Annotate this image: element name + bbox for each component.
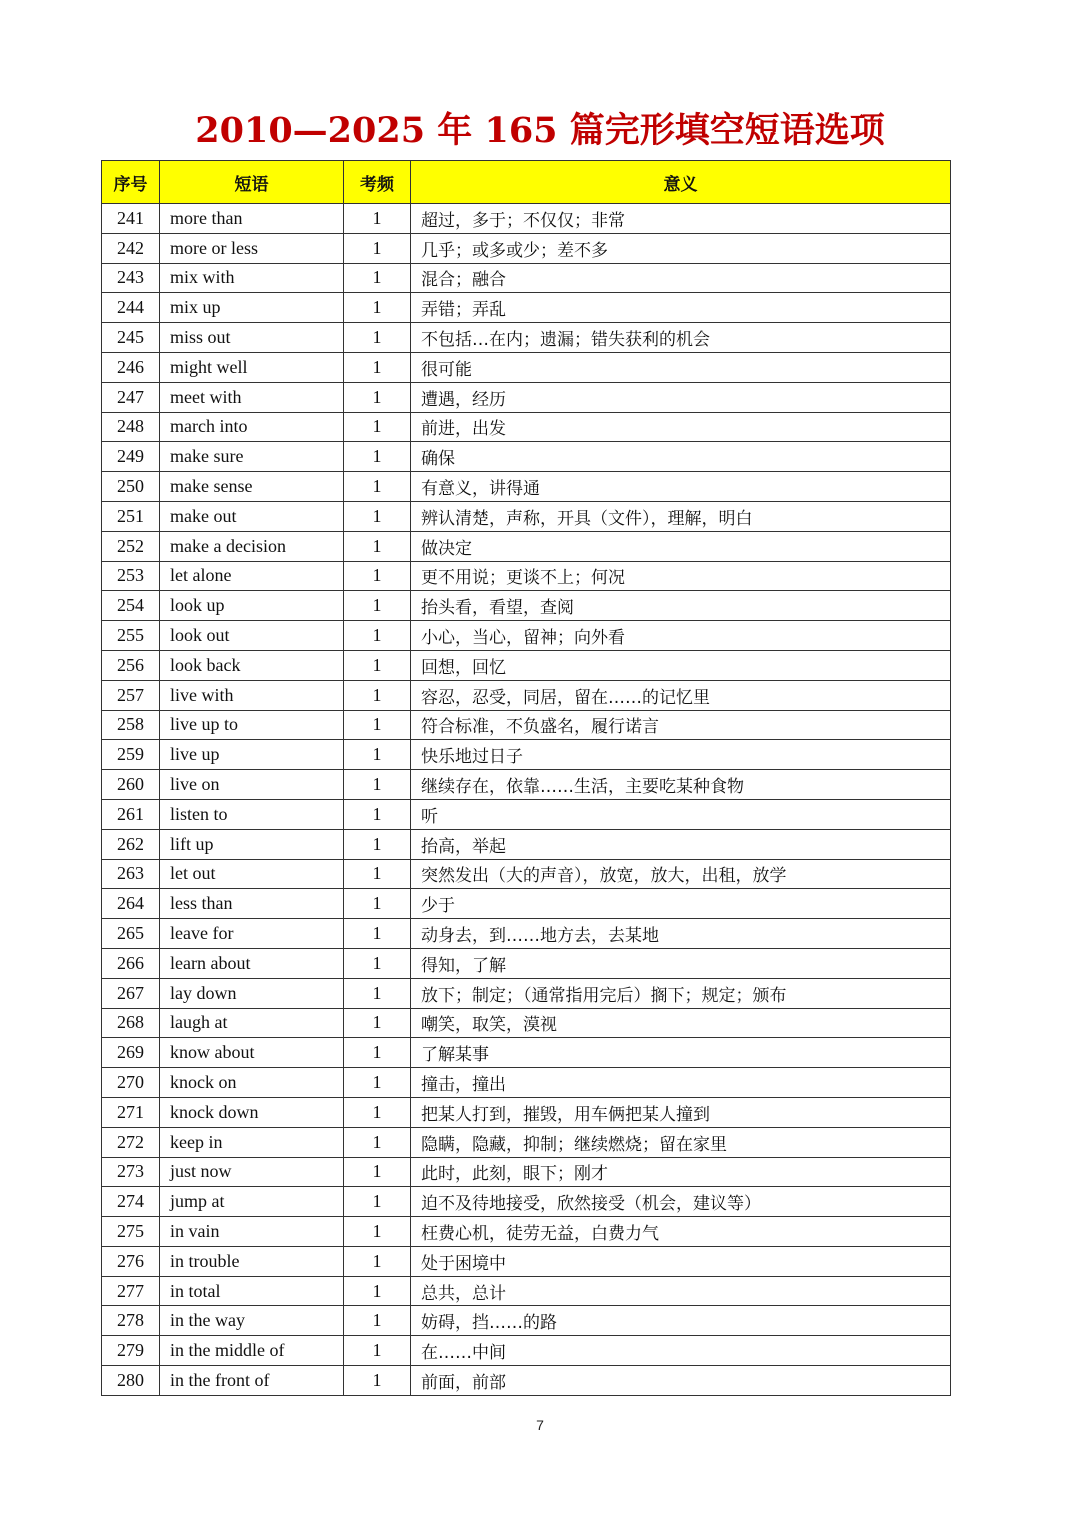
header-phrase: 短语 [160,161,344,204]
frequency-cell: 1 [344,531,411,561]
phrase-cell: miss out [160,323,344,353]
table-row [102,829,951,859]
row-number: 259 [102,740,160,770]
row-number: 251 [102,501,160,531]
row-number: 276 [102,1246,160,1276]
phrase-cell: listen to [160,799,344,829]
row-number: 257 [102,680,160,710]
row-number: 264 [102,889,160,919]
frequency-cell: 1 [344,382,411,412]
row-number: 273 [102,1157,160,1187]
table-row [102,978,951,1008]
frequency-cell: 1 [344,1097,411,1127]
meaning-cell: 快乐地过日子 [411,740,951,770]
meaning-cell: 符合标准，不负盛名，履行诺言 [411,710,951,740]
frequency-cell: 1 [344,1157,411,1187]
frequency-cell: 1 [344,1336,411,1366]
row-number: 262 [102,829,160,859]
table-row [102,233,951,263]
meaning-cell: 前面，前部 [411,1366,951,1396]
frequency-cell: 1 [344,442,411,472]
row-number: 280 [102,1366,160,1396]
table-row [102,1366,951,1396]
meaning-cell: 迫不及待地接受，欣然接受（机会，建议等） [411,1187,951,1217]
frequency-cell: 1 [344,591,411,621]
phrase-cell: lift up [160,829,344,859]
meaning-cell: 混合；融合 [411,263,951,293]
header-no: 序号 [102,161,160,204]
meaning-cell: 小心，当心，留神；向外看 [411,621,951,651]
phrase-cell: meet with [160,382,344,412]
table-header-row [102,161,951,204]
table-row [102,799,951,829]
phrase-cell: mix with [160,263,344,293]
frequency-cell: 1 [344,472,411,502]
meaning-cell: 在……中间 [411,1336,951,1366]
meaning-cell: 有意义，讲得通 [411,472,951,502]
row-number: 269 [102,1038,160,1068]
phrase-cell: make a decision [160,531,344,561]
phrase-cell: march into [160,412,344,442]
table-row [102,1336,951,1366]
frequency-cell: 1 [344,621,411,651]
row-number: 279 [102,1336,160,1366]
row-number: 272 [102,1127,160,1157]
frequency-cell: 1 [344,650,411,680]
meaning-cell: 更不用说；更谈不上；何况 [411,561,951,591]
meaning-cell: 少于 [411,889,951,919]
table-row [102,1306,951,1336]
phrase-cell: less than [160,889,344,919]
meaning-cell: 弄错；弄乱 [411,293,951,323]
meaning-cell: 嘲笑，取笑，漠视 [411,1008,951,1038]
row-number: 263 [102,859,160,889]
frequency-cell: 1 [344,1008,411,1038]
table-row [102,323,951,353]
table-row [102,1008,951,1038]
phrase-cell: in vain [160,1217,344,1247]
meaning-cell: 抬头看，看望，查阅 [411,591,951,621]
meaning-cell: 前进，出发 [411,412,951,442]
row-number: 253 [102,561,160,591]
table-row [102,1217,951,1247]
frequency-cell: 1 [344,204,411,234]
meaning-cell: 此时，此刻，眼下；刚才 [411,1157,951,1187]
meaning-cell: 妨碍，挡……的路 [411,1306,951,1336]
row-number: 265 [102,919,160,949]
table-row [102,889,951,919]
meaning-cell: 动身去，到……地方去，去某地 [411,919,951,949]
row-number: 267 [102,978,160,1008]
phrase-cell: more than [160,204,344,234]
row-number: 260 [102,770,160,800]
frequency-cell: 1 [344,948,411,978]
table-row [102,1127,951,1157]
frequency-cell: 1 [344,680,411,710]
meaning-cell: 听 [411,799,951,829]
frequency-cell: 1 [344,263,411,293]
table-row [102,859,951,889]
header-freq: 考频 [344,161,411,204]
table-row [102,710,951,740]
phrase-cell: in total [160,1276,344,1306]
frequency-cell: 1 [344,561,411,591]
meaning-cell: 了解某事 [411,1038,951,1068]
frequency-cell: 1 [344,352,411,382]
phrase-cell: keep in [160,1127,344,1157]
meaning-cell: 容忍，忍受，同居，留在……的记忆里 [411,680,951,710]
table-row [102,770,951,800]
table-row [102,919,951,949]
frequency-cell: 1 [344,859,411,889]
row-number: 274 [102,1187,160,1217]
frequency-cell: 1 [344,889,411,919]
table-row [102,1187,951,1217]
phrase-table [101,160,951,1396]
meaning-cell: 隐瞒，隐藏，抑制；继续燃烧；留在家里 [411,1127,951,1157]
frequency-cell: 1 [344,1068,411,1098]
table-row [102,352,951,382]
meaning-cell: 撞击，撞出 [411,1068,951,1098]
frequency-cell: 1 [344,1366,411,1396]
phrase-cell: might well [160,352,344,382]
table-row [102,740,951,770]
table-row [102,1038,951,1068]
meaning-cell: 总共，总计 [411,1276,951,1306]
meaning-cell: 继续存在，依靠……生活，主要吃某种食物 [411,770,951,800]
row-number: 268 [102,1008,160,1038]
table-row [102,561,951,591]
frequency-cell: 1 [344,1217,411,1247]
page-number: 7 [536,1417,544,1433]
row-number: 256 [102,650,160,680]
frequency-cell: 1 [344,1127,411,1157]
table-row [102,948,951,978]
phrase-cell: live up [160,740,344,770]
meaning-cell: 放下；制定；（通常指用完后）搁下；规定；颁布 [411,978,951,1008]
phrase-cell: in the way [160,1306,344,1336]
phrase-cell: mix up [160,293,344,323]
table-row [102,531,951,561]
phrase-cell: in trouble [160,1246,344,1276]
frequency-cell: 1 [344,919,411,949]
table-row [102,263,951,293]
table-row [102,621,951,651]
meaning-cell: 遭遇，经历 [411,382,951,412]
table-row [102,204,951,234]
frequency-cell: 1 [344,323,411,353]
row-number: 245 [102,323,160,353]
row-number: 249 [102,442,160,472]
table-row [102,382,951,412]
row-number: 243 [102,263,160,293]
row-number: 270 [102,1068,160,1098]
row-number: 271 [102,1097,160,1127]
row-number: 246 [102,352,160,382]
table-row [102,442,951,472]
phrase-cell: look out [160,621,344,651]
page-title: 2010—2025 年 165 篇完形填空短语选项 [195,110,885,151]
phrase-cell: live up to [160,710,344,740]
frequency-cell: 1 [344,770,411,800]
phrase-cell: let alone [160,561,344,591]
phrase-cell: look back [160,650,344,680]
phrase-cell: let out [160,859,344,889]
row-number: 250 [102,472,160,502]
table-row [102,650,951,680]
meaning-cell: 抬高，举起 [411,829,951,859]
meaning-cell: 突然发出（大的声音），放宽，放大，出租，放学 [411,859,951,889]
row-number: 241 [102,204,160,234]
table-row [102,1068,951,1098]
frequency-cell: 1 [344,1038,411,1068]
row-number: 278 [102,1306,160,1336]
phrase-cell: know about [160,1038,344,1068]
row-number: 275 [102,1217,160,1247]
phrase-cell: make out [160,501,344,531]
meaning-cell: 把某人打到，摧毁，用车俩把某人撞到 [411,1097,951,1127]
phrase-cell: in the front of [160,1366,344,1396]
table-row [102,1276,951,1306]
frequency-cell: 1 [344,1276,411,1306]
frequency-cell: 1 [344,293,411,323]
frequency-cell: 1 [344,710,411,740]
frequency-cell: 1 [344,501,411,531]
phrase-cell: knock on [160,1068,344,1098]
meaning-cell: 做决定 [411,531,951,561]
phrase-cell: in the middle of [160,1336,344,1366]
row-number: 248 [102,412,160,442]
table-row [102,680,951,710]
row-number: 266 [102,948,160,978]
phrase-cell: more or less [160,233,344,263]
frequency-cell: 1 [344,978,411,1008]
phrase-cell: make sure [160,442,344,472]
meaning-cell: 超过，多于；不仅仅；非常 [411,204,951,234]
phrase-cell: jump at [160,1187,344,1217]
table-row [102,501,951,531]
frequency-cell: 1 [344,412,411,442]
meaning-cell: 辨认清楚，声称，开具（文件），理解，明白 [411,501,951,531]
row-number: 258 [102,710,160,740]
meaning-cell: 枉费心机，徒劳无益，白费力气 [411,1217,951,1247]
frequency-cell: 1 [344,1187,411,1217]
table-row [102,1157,951,1187]
row-number: 277 [102,1276,160,1306]
phrase-cell: look up [160,591,344,621]
meaning-cell: 不包括…在内；遗漏；错失获利的机会 [411,323,951,353]
table-row [102,591,951,621]
phrase-cell: live with [160,680,344,710]
phrase-cell: live on [160,770,344,800]
row-number: 242 [102,233,160,263]
meaning-cell: 得知，了解 [411,948,951,978]
row-number: 254 [102,591,160,621]
frequency-cell: 1 [344,1246,411,1276]
phrase-cell: lay down [160,978,344,1008]
frequency-cell: 1 [344,829,411,859]
meaning-cell: 处于困境中 [411,1246,951,1276]
phrase-cell: make sense [160,472,344,502]
row-number: 261 [102,799,160,829]
header-meaning: 意义 [411,161,951,204]
table-row [102,1097,951,1127]
row-number: 255 [102,621,160,651]
row-number: 244 [102,293,160,323]
row-number: 247 [102,382,160,412]
table-body [102,204,951,1396]
frequency-cell: 1 [344,740,411,770]
table-row [102,412,951,442]
meaning-cell: 几乎；或多或少；差不多 [411,233,951,263]
phrase-cell: learn about [160,948,344,978]
frequency-cell: 1 [344,1306,411,1336]
meaning-cell: 确保 [411,442,951,472]
frequency-cell: 1 [344,233,411,263]
frequency-cell: 1 [344,799,411,829]
meaning-cell: 很可能 [411,352,951,382]
phrase-cell: knock down [160,1097,344,1127]
table-row [102,1246,951,1276]
table-row [102,472,951,502]
phrase-cell: laugh at [160,1008,344,1038]
phrase-cell: leave for [160,919,344,949]
meaning-cell: 回想，回忆 [411,650,951,680]
phrase-cell: just now [160,1157,344,1187]
row-number: 252 [102,531,160,561]
table-row [102,293,951,323]
